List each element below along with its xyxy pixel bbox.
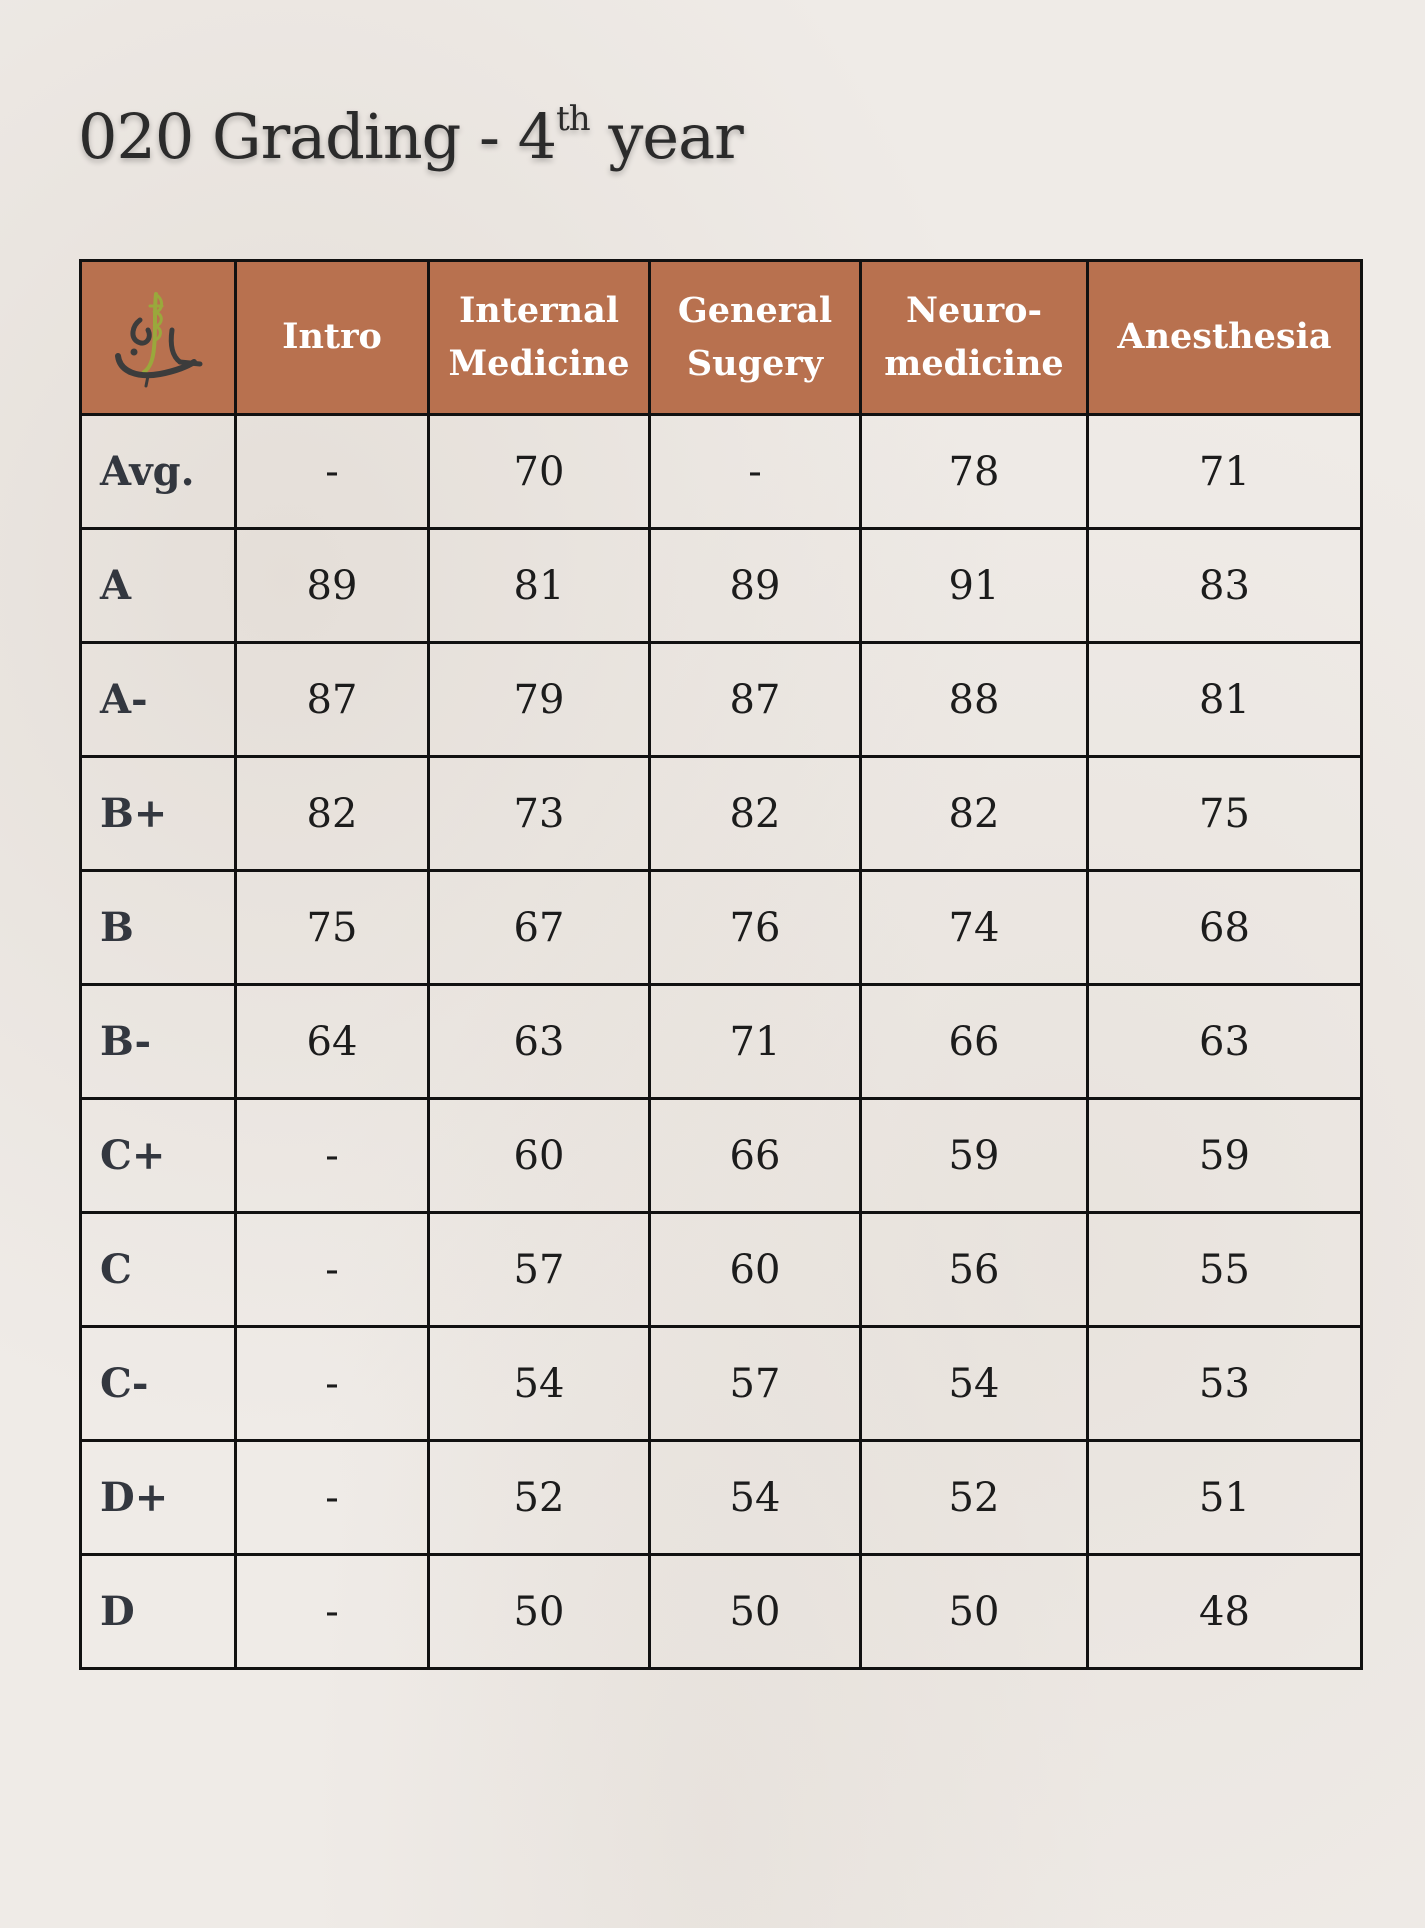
table-cell: 63 <box>429 985 650 1099</box>
table-row <box>81 871 1362 985</box>
column-header-internal-medicine <box>429 261 650 415</box>
table-cell: 60 <box>650 1213 861 1327</box>
grade-label: B <box>81 871 236 985</box>
column-header-line1: General <box>677 290 833 331</box>
title-main: 020 Grading - 4 <box>78 100 557 173</box>
grading-table <box>79 259 1363 1670</box>
column-header-anesthesia <box>1088 261 1362 415</box>
grade-label: C- <box>81 1327 236 1441</box>
table-row <box>81 643 1362 757</box>
table-cell: - <box>236 1441 429 1555</box>
table-cell: 54 <box>861 1327 1088 1441</box>
table-cell: 60 <box>429 1099 650 1213</box>
column-header-line2: Sugery <box>686 342 824 384</box>
table-cell: 70 <box>429 415 650 529</box>
column-header-line2: medicine <box>884 342 1064 384</box>
table-cell: - <box>236 1555 429 1669</box>
table-cell: 50 <box>861 1555 1088 1669</box>
table-row <box>81 757 1362 871</box>
column-header-line1: Internal <box>458 290 620 331</box>
table-cell: 48 <box>1088 1555 1362 1669</box>
table-row <box>81 1555 1362 1669</box>
table-cell: 68 <box>1088 871 1362 985</box>
table-cell: 66 <box>861 985 1088 1099</box>
table-cell: 54 <box>650 1441 861 1555</box>
table-cell: 88 <box>861 643 1088 757</box>
table-cell: 75 <box>1088 757 1362 871</box>
table-cell: 67 <box>429 871 650 985</box>
table-cell: 91 <box>861 529 1088 643</box>
logo-cell <box>81 261 236 415</box>
header-row <box>81 261 1362 415</box>
table-cell: 54 <box>429 1327 650 1441</box>
table-cell: 89 <box>236 529 429 643</box>
title-superscript: th <box>556 99 590 140</box>
table-cell: 55 <box>1088 1213 1362 1327</box>
table-cell: 59 <box>1088 1099 1362 1213</box>
table-cell: 59 <box>861 1099 1088 1213</box>
grade-label: A- <box>81 643 236 757</box>
column-header-line1: Intro <box>282 316 382 358</box>
table-cell: 78 <box>861 415 1088 529</box>
table-cell: 89 <box>650 529 861 643</box>
grade-label: A <box>81 529 236 643</box>
table-row <box>81 415 1362 529</box>
table-row <box>81 1441 1362 1555</box>
table-cell: 75 <box>236 871 429 985</box>
table-cell: 57 <box>650 1327 861 1441</box>
table-cell: 50 <box>650 1555 861 1669</box>
page-title <box>78 100 743 173</box>
table-cell: - <box>236 415 429 529</box>
table-cell: 82 <box>861 757 1088 871</box>
grade-label: D <box>81 1555 236 1669</box>
table-cell: 71 <box>650 985 861 1099</box>
table-cell: 57 <box>429 1213 650 1327</box>
table-cell: 82 <box>650 757 861 871</box>
column-header-intro <box>236 261 429 415</box>
table-cell: 53 <box>1088 1327 1362 1441</box>
table-cell: 56 <box>861 1213 1088 1327</box>
arabic-calligraphy-logo-icon <box>110 286 206 390</box>
table-cell: 64 <box>236 985 429 1099</box>
grade-label: Avg. <box>81 415 236 529</box>
grade-label: C+ <box>81 1099 236 1213</box>
table-row <box>81 985 1362 1099</box>
table-row <box>81 529 1362 643</box>
table-row <box>81 1327 1362 1441</box>
table-cell: 73 <box>429 757 650 871</box>
table-cell: 87 <box>236 643 429 757</box>
table-cell: - <box>236 1327 429 1441</box>
column-header-line1: Neuro- <box>905 290 1043 331</box>
table-cell: 52 <box>861 1441 1088 1555</box>
table-row <box>81 1213 1362 1327</box>
table-cell: 79 <box>429 643 650 757</box>
table-cell: 66 <box>650 1099 861 1213</box>
column-header-general-surgery <box>650 261 861 415</box>
table-cell: - <box>236 1213 429 1327</box>
table-cell: 82 <box>236 757 429 871</box>
column-header-line1: Anesthesia <box>1117 316 1332 358</box>
table-cell: 71 <box>1088 415 1362 529</box>
table-row <box>81 1099 1362 1213</box>
grade-label: B- <box>81 985 236 1099</box>
table-cell: 63 <box>1088 985 1362 1099</box>
table-cell: 87 <box>650 643 861 757</box>
table-cell: 52 <box>429 1441 650 1555</box>
table-cell: 51 <box>1088 1441 1362 1555</box>
column-header-line2: Medicine <box>448 342 630 384</box>
column-header-neuro-medicine <box>861 261 1088 415</box>
table-cell: 50 <box>429 1555 650 1669</box>
table-cell: 81 <box>1088 643 1362 757</box>
grade-label: D+ <box>81 1441 236 1555</box>
grade-label: B+ <box>81 757 236 871</box>
table-cell: 81 <box>429 529 650 643</box>
table-cell: - <box>650 415 861 529</box>
grade-label: C <box>81 1213 236 1327</box>
table-cell: 83 <box>1088 529 1362 643</box>
table-cell: 74 <box>861 871 1088 985</box>
table-cell: 76 <box>650 871 861 985</box>
title-suffix: year <box>608 100 743 173</box>
table-cell: - <box>236 1099 429 1213</box>
